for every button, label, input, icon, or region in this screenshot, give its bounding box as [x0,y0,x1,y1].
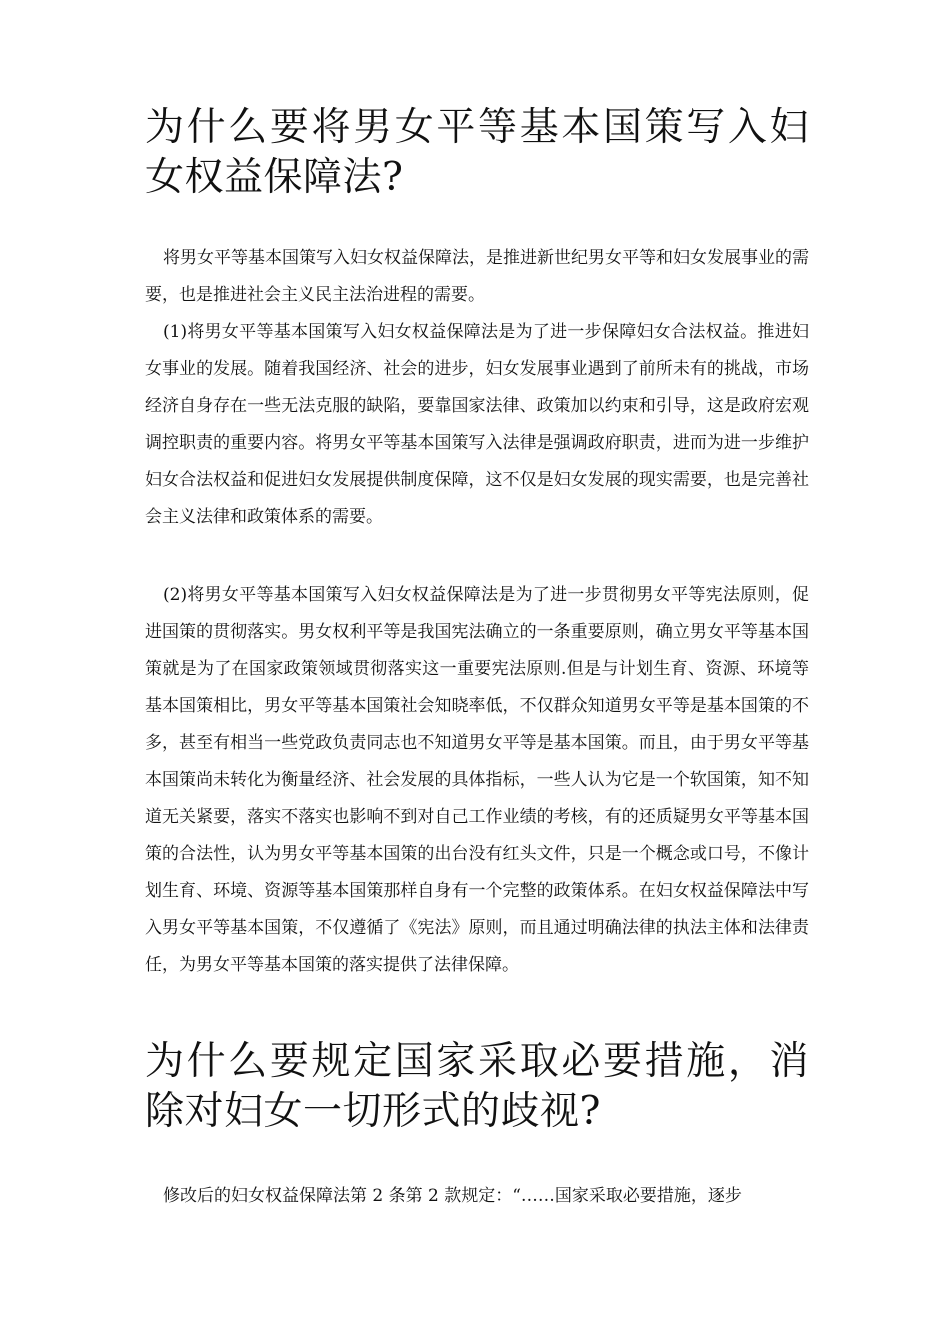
intro-paragraph: 将男女平等基本国策写入妇女权益保障法，是推进新世纪男女平等和妇女发展事业的需要，也是推进社会主义民主法治进程的需要。 [145,248,809,305]
paragraph-point-2: (2)将男女平等基本国策写入妇女权益保障法是为了进一步贯彻男女平等宪法原则，促进国策的贯彻落实。男女权利平等是我国宪法确立的一条重要原则，确立男女平等基本国策就是为了在国家政策领域贯彻落实这一重要宪法原则.但是与计划生育、资源、环境等基本国策相比，男女平等基本国策社会知晓率低，不仅群众知道男女平等是基本国策的不多，甚至有相当一些党政负责同志也不知道男女平等是基本国策。而且，由于男女平等基本国策尚未转化为衡量经济、社会发展的具体指标，一些人认为它是一个软国策，知不知道无关紧要，落实不落实也影响不到对自己工作业绩的考核，有的还质疑男女平等基本国策的合法性，认为男女平等基本国策的出台没有红头文件，只是一个概念或口号，不像计划生育、环境、资源等基本国策那样自身有一个完整的政策体系。在妇女权益保障法中写入男女平等基本国策，不仅遵循了《宪法》原则，而且通过明确法律的执法主体和法律责任，为男女平等基本国策的落实提供了法律保障。 [145,585,809,975]
paragraph-point-1: (1)将男女平等基本国策写入妇女权益保障法是为了进一步保障妇女合法权益。推进妇女事业的发展。随着我国经济、社会的进步，妇女发展事业遇到了前所未有的挑战，市场经济自身存在一些无法克服的缺陷，要靠国家法律、政策加以约束和引导，这是政府宏观调控职责的重要内容。将男女平等基本国策写入法律是强调政府职责，进而为进一步维护妇女合法权益和促进妇女发展提供制度保障，这不仅是妇女发展的现实需要，也是完善社会主义法律和政策体系的需要。 [145,322,809,527]
heading-eliminate-discrimination: 为什么要规定国家采取必要措施，消除对妇女一切形式的歧视? [145,1039,809,1134]
paragraph-article-2: 修改后的妇女权益保障法第 2 条第 2 款规定：“……国家采取必要措施，逐步 [163,1186,742,1206]
heading-policy-into-law: 为什么要将男女平等基本国策写入妇女权益保障法? [145,105,809,200]
